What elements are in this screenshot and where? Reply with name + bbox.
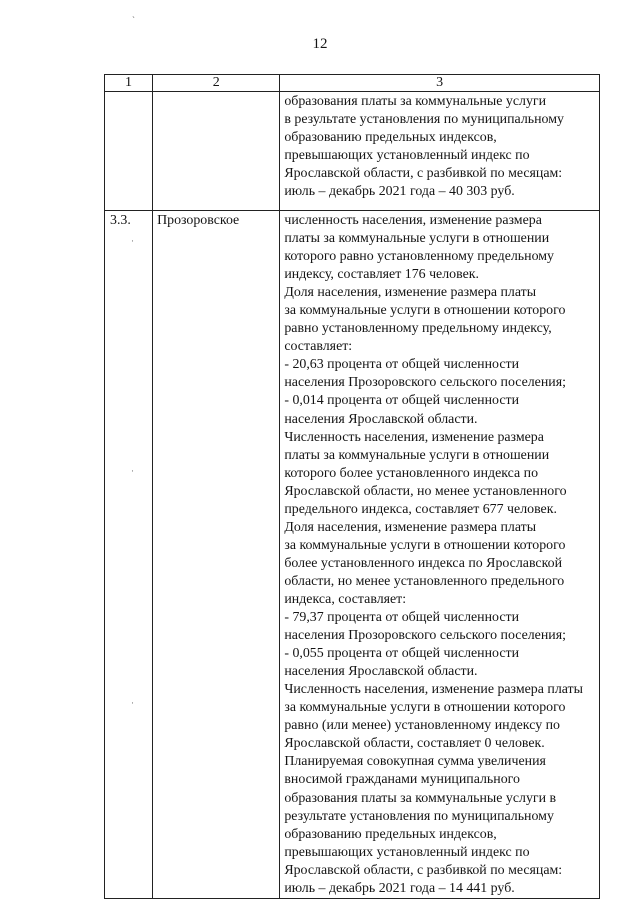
text-line: предельного индекса, составляет 677 человек.	[284, 501, 557, 517]
table-header-row	[105, 75, 600, 92]
table-row	[105, 211, 600, 899]
text-line: численность населения, изменение размера	[284, 213, 542, 228]
text-line: которого равно установленному предельному	[284, 249, 554, 265]
text-line: вносимой гражданами муниципального	[284, 772, 520, 788]
text-line: которого более установленного индекса по	[284, 465, 539, 481]
text-line: образования платы за коммунальные услуги	[284, 94, 547, 109]
settlement-name: Прозоровское	[157, 213, 240, 228]
text-line: Ярославской области, с разбивкой по месяцам:	[284, 166, 563, 182]
header-col-1: 1	[105, 75, 153, 92]
text-line: Ярославской области, с разбивкой по месяцам:	[284, 862, 563, 878]
settlement-name	[153, 92, 279, 93]
text-line: - 0,055 процента от общей численности	[284, 646, 519, 662]
text-line: населения Прозоровского сельского поселения;	[284, 628, 566, 644]
text-line: образования платы за коммунальные услуги в	[284, 790, 557, 806]
text-line: за коммунальные услуги в отношении которого	[284, 700, 566, 716]
scan-speck: ·	[131, 236, 134, 246]
text-line: равно установленному предельному индексу,	[284, 321, 552, 337]
text-line: области, но менее установленного предельного	[284, 573, 565, 589]
text-line: Ярославской области, но менее установленного	[284, 483, 567, 499]
text-line: Ярославской области, составляет 0 человек.	[284, 736, 545, 752]
text-line: платы за коммунальные услуги в отношении	[284, 447, 550, 463]
description-cell	[280, 92, 600, 211]
text-line: - 0,014 процента от общей численности	[284, 393, 519, 409]
table-row	[105, 92, 600, 211]
text-line: Численность населения, изменение размера	[284, 429, 544, 445]
text-line: образованию предельных индексов,	[284, 130, 497, 146]
text-line: в результате установления по муниципальному	[284, 112, 564, 128]
settlement-name-cell	[153, 92, 280, 211]
header-col-2: 2	[153, 75, 280, 92]
row-number-cell	[105, 211, 153, 899]
text-line: образованию предельных индексов,	[284, 826, 497, 842]
description-text	[280, 92, 599, 201]
settlement-name-cell	[153, 211, 280, 899]
text-line: Планируемая совокупная сумма увеличения	[284, 754, 546, 770]
document-table	[104, 74, 600, 899]
header-col-3: 3	[280, 75, 600, 92]
row-number: 3.3.	[110, 213, 131, 228]
text-line: индексу, составляет 176 человек.	[284, 267, 479, 283]
text-line: платы за коммунальные услуги в отношении	[284, 231, 550, 247]
text-line: Доля населения, изменение размера платы	[284, 519, 537, 535]
row-number	[105, 92, 152, 93]
text-line: более установленного индекса по Ярославской	[284, 555, 563, 571]
text-line: индекса, составляет:	[284, 591, 407, 607]
text-line: июль – декабрь 2021 года – 40 303 руб.	[284, 184, 515, 200]
text-line: результате установления по муниципальному	[284, 808, 554, 824]
text-line: равно (или менее) установленному индексу по	[284, 718, 560, 734]
scan-mark: ˎ	[132, 8, 135, 18]
text-line: Доля населения, изменение размера платы	[284, 285, 537, 301]
row-number-cell	[105, 92, 153, 211]
text-line: Численность населения, изменение размера платы	[284, 682, 583, 698]
text-line: июль – декабрь 2021 года – 14 441 руб.	[284, 880, 515, 896]
text-line: населения Ярославской области.	[284, 411, 478, 427]
text-line: - 20,63 процента от общей численности	[284, 357, 519, 373]
text-line: превышающих установленный индекс по	[284, 844, 530, 860]
page-number: 12	[312, 36, 328, 52]
text-line: за коммунальные услуги в отношении которого	[284, 303, 566, 319]
text-line: превышающих установленный индекс по	[284, 148, 530, 164]
description-text	[280, 211, 599, 898]
text-line: - 79,37 процента от общей численности	[284, 610, 519, 626]
text-line: составляет:	[284, 339, 353, 355]
text-line: населения Прозоровского сельского поселения;	[284, 375, 566, 391]
scan-speck: ·	[131, 698, 134, 708]
text-line: за коммунальные услуги в отношении которого	[284, 537, 566, 553]
description-cell	[280, 211, 600, 899]
scan-speck: ·	[131, 466, 134, 476]
text-line: населения Ярославской области.	[284, 664, 478, 680]
